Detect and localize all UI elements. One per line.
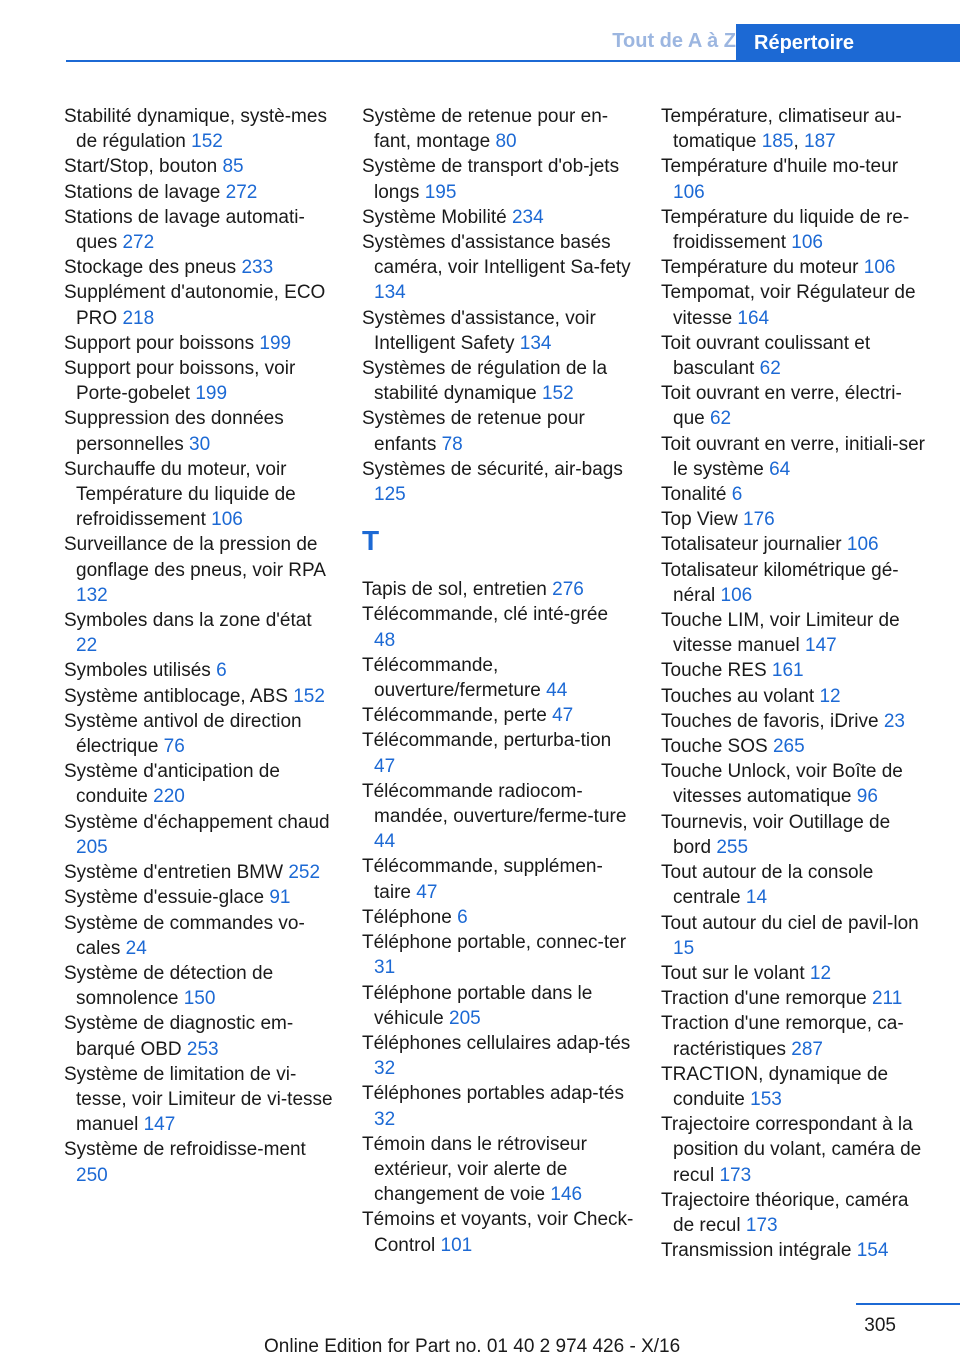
index-entry [661, 432, 933, 482]
page-separator: , [793, 131, 804, 153]
entry-text: Tout autour de la console centrale [661, 862, 874, 909]
page-link[interactable]: 91 [269, 887, 291, 909]
index-entry [64, 154, 336, 179]
entry-text: Stockage des pneus [64, 257, 242, 279]
page-link[interactable]: 47 [374, 755, 396, 777]
page-link[interactable]: 154 [856, 1240, 889, 1262]
entry-text: Système d'échappement chaud [64, 811, 330, 833]
page-link[interactable]: 85 [222, 156, 244, 178]
entry-text: Télécommande, supplémen-taire [362, 856, 603, 903]
entry-text: Stabilité dynamique, systè-mes de régulation [64, 106, 327, 153]
page-link[interactable]: 134 [374, 282, 406, 304]
page-link[interactable]: 233 [241, 257, 274, 279]
index-entry [362, 602, 634, 652]
index-entry [661, 255, 933, 280]
page-number: 305 [864, 1315, 896, 1336]
page-link[interactable]: 44 [374, 831, 396, 853]
page-link[interactable]: 14 [745, 887, 768, 909]
entry-text: Touche Unlock, voir Boîte de vitesses automatique [661, 761, 903, 808]
index-entry [362, 1132, 634, 1208]
index-entry [362, 356, 634, 406]
page-link[interactable]: 62 [709, 408, 732, 430]
entry-text: Supplément d'autonomie, ECO PRO [64, 282, 326, 329]
entry-text: Télécommande, perte [362, 705, 553, 727]
entry-text: Totalisateur kilométrique gé-néral [661, 559, 899, 606]
entry-text: Téléphone portable dans le véhicule [362, 982, 593, 1029]
index-entry [64, 684, 336, 709]
page-link[interactable]: 106 [720, 584, 753, 606]
entry-text: Téléphones cellulaires adap-tés [362, 1032, 631, 1054]
entry-text: Toit ouvrant en verre, électri-que [661, 383, 902, 430]
index-entry [362, 205, 634, 230]
page-link[interactable]: 106 [863, 257, 896, 279]
entry-text: Symboles dans la zone d'état [64, 610, 312, 632]
index-entry [64, 331, 336, 356]
page-link[interactable]: 255 [716, 836, 749, 858]
index-entry [362, 457, 634, 507]
entry-text: Système Mobilité [362, 206, 512, 228]
page-link[interactable]: 32 [374, 1058, 396, 1080]
entry-text: Touches au volant [661, 685, 820, 707]
entry-text: Toit ouvrant coulissant et basculant [661, 332, 871, 380]
entry-text: Système d'entretien BMW [64, 862, 289, 884]
footer-rule [856, 1303, 960, 1305]
index-entry [661, 1112, 933, 1188]
page-link[interactable]: 176 [743, 509, 775, 531]
page-link[interactable]: 48 [374, 629, 396, 651]
index-entry [661, 1188, 933, 1238]
index-entry [362, 779, 634, 855]
index-entry [362, 854, 634, 904]
page-link[interactable]: 106 [791, 232, 823, 254]
index-entry [362, 981, 634, 1031]
entry-text: Symboles utilisés [64, 660, 217, 682]
page-link[interactable]: 187 [804, 131, 836, 153]
index-entry [661, 1011, 933, 1061]
page-link[interactable]: 44 [546, 680, 568, 702]
index-entry [661, 759, 933, 809]
index-entry [64, 406, 336, 456]
entry-text: Totalisateur journalier [661, 534, 847, 556]
page-link[interactable]: 147 [143, 1114, 176, 1136]
page-link[interactable]: 205 [76, 836, 108, 858]
page-link[interactable]: 15 [673, 937, 695, 959]
entry-text: Système d'essuie-glace [64, 887, 270, 909]
page-link[interactable]: 12 [809, 962, 832, 984]
page-link[interactable]: 185 [761, 131, 794, 153]
entry-text: Système de transport d'ob-jets longs [362, 156, 620, 203]
page-link[interactable]: 23 [883, 710, 905, 732]
index-entry [362, 406, 634, 456]
page-link[interactable]: 96 [856, 786, 878, 808]
page-link[interactable]: 6 [457, 906, 468, 928]
index-entry [64, 180, 336, 205]
page-link[interactable]: 211 [871, 988, 903, 1010]
section-title: Tout de A à Z [612, 30, 736, 52]
page-link[interactable]: 134 [519, 332, 552, 354]
index-entry [64, 104, 336, 154]
index-column-1 [64, 104, 336, 1188]
entry-text: Systèmes d'assistance basés caméra, voir Intelligent Sa-fety [362, 232, 631, 279]
page-link[interactable]: 6 [731, 484, 743, 506]
entry-text: Tout autour du ciel de pavil-lon [661, 912, 919, 934]
page-link[interactable]: 80 [495, 131, 517, 153]
index-columns [64, 104, 932, 1274]
entry-text: Système de détection de somnolence [64, 962, 274, 1010]
index-entry [64, 709, 336, 759]
section-letter: T [362, 525, 380, 557]
entry-text: Traction d'une remorque [661, 988, 872, 1010]
index-entry [64, 810, 336, 860]
index-entry [661, 734, 933, 759]
page-link[interactable]: 31 [374, 957, 396, 979]
page-link[interactable]: 47 [552, 705, 574, 727]
index-entry [661, 608, 933, 658]
index-entry [362, 1031, 634, 1081]
page-link[interactable]: 106 [673, 181, 705, 203]
page-link[interactable]: 101 [440, 1234, 473, 1256]
page-link[interactable]: 78 [441, 433, 463, 455]
page-link[interactable]: 195 [424, 181, 457, 203]
page-link[interactable]: 199 [195, 383, 228, 405]
page-link[interactable]: 76 [163, 736, 185, 758]
page-link[interactable]: 22 [76, 635, 98, 657]
index-entry [661, 860, 933, 910]
index-entry [64, 457, 336, 533]
index-column-3 [661, 104, 933, 1263]
page-link[interactable]: 252 [288, 862, 321, 884]
entry-text: Système de diagnostic em-barqué OBD [64, 1013, 294, 1060]
index-entry [64, 356, 336, 406]
index-entry [362, 104, 634, 154]
page-link[interactable]: 152 [293, 685, 325, 707]
index-entry [661, 911, 933, 961]
entry-text: Systèmes de sécurité, air-bags [362, 458, 623, 480]
entry-text: Systèmes d'assistance, voir Intelligent Safety [362, 307, 596, 354]
page-link[interactable]: 6 [216, 660, 227, 682]
index-entry [661, 482, 933, 507]
index-entry [64, 205, 336, 255]
page-link[interactable]: 132 [76, 584, 108, 606]
page-link[interactable]: 106 [211, 509, 243, 531]
entry-text: Température d'huile mo-teur [661, 156, 899, 178]
page-link[interactable]: 220 [153, 786, 185, 808]
page-link[interactable]: 152 [541, 383, 574, 405]
entry-text: Système de refroidisse-ment [64, 1139, 306, 1161]
page-link[interactable]: 147 [805, 635, 837, 657]
page-link[interactable]: 218 [122, 307, 155, 329]
index-entry [64, 961, 336, 1011]
entry-text: Transmission intégrale [661, 1240, 857, 1262]
index-entry [64, 885, 336, 910]
index-entry [64, 860, 336, 885]
page-link[interactable]: 146 [550, 1184, 583, 1206]
index-entry [661, 280, 933, 330]
index-entry [661, 381, 933, 431]
index-entry [64, 1011, 336, 1061]
index-entry [64, 255, 336, 280]
index-entry [661, 558, 933, 608]
index-entry [64, 532, 336, 608]
page-header [0, 0, 960, 62]
entry-text: TRACTION, dynamique de conduite [661, 1063, 889, 1110]
entry-text: Surchauffe du moteur, voir Température du liquide de refroidissement [64, 458, 296, 531]
page-link[interactable]: 150 [183, 988, 216, 1010]
entry-text: Télécommande, clé inté-grée [362, 604, 609, 626]
index-entry [64, 280, 336, 330]
entry-text: Touches de favoris, iDrive [661, 710, 884, 732]
page-link[interactable]: 234 [511, 206, 544, 228]
index-entry [661, 709, 933, 734]
page-link[interactable]: 153 [750, 1088, 782, 1110]
index-entry [362, 930, 634, 980]
page-link[interactable]: 272 [225, 181, 258, 203]
index-entry [64, 911, 336, 961]
entry-text: Télécommande radiocom-mandée, ouverture/ferme-ture [362, 780, 627, 828]
entry-text: Télécommande, perturba-tion [362, 730, 612, 752]
entry-text: Système de commandes vo-cales [64, 912, 305, 959]
edition-note: Online Edition for Part no. 01 40 2 974 426 - X/16 [264, 1336, 681, 1357]
index-entry [64, 658, 336, 683]
page-link[interactable]: 173 [719, 1164, 752, 1186]
entry-text: Télécommande, ouverture/fermeture [362, 654, 547, 702]
entry-text: Température du moteur [661, 257, 864, 279]
entry-text: Température, climatiseur au-tomatique [661, 106, 902, 153]
index-entry [661, 986, 933, 1011]
entry-text: Touche SOS [661, 736, 773, 758]
entry-text: Système de limitation de vi-tesse, voir Limiteur de vi-tesse manuel [64, 1063, 333, 1136]
page-link[interactable]: 161 [771, 660, 804, 682]
index-entry [661, 658, 933, 683]
entry-text: Tonalité [661, 484, 732, 506]
entry-text: Tout sur le volant [661, 962, 810, 984]
entry-text: Téléphone [362, 906, 458, 928]
entry-text: Système antivol de direction électrique [64, 710, 302, 758]
index-entry [64, 608, 336, 658]
index-entry [661, 1062, 933, 1112]
index-entry [661, 331, 933, 381]
index-entry [362, 1081, 634, 1131]
index-column-2 [362, 104, 634, 1258]
index-entry [661, 507, 933, 532]
page-link[interactable]: 199 [259, 332, 292, 354]
index-entry [362, 728, 634, 778]
entry-text: Touche LIM, voir Limiteur de vitesse manuel [661, 610, 900, 657]
entry-text: Touche RES [661, 660, 772, 682]
entry-text: Téléphone portable, connec-ter [362, 932, 627, 954]
index-entry [661, 532, 933, 557]
entry-text: Tournevis, voir Outillage de bord [661, 811, 891, 858]
entry-text: Système antiblocage, ABS [64, 685, 294, 707]
index-entry [64, 759, 336, 809]
entry-text: Surveillance de la pression de gonflage des pneus, voir RPA [64, 534, 325, 581]
entry-text: Tapis de sol, entretien [362, 579, 553, 601]
index-entry [661, 1238, 933, 1263]
index-entry [362, 1207, 634, 1257]
entry-text: Trajectoire théorique, caméra de recul [661, 1189, 909, 1236]
page-link[interactable]: 62 [759, 358, 781, 380]
index-entry [362, 703, 634, 728]
page-link[interactable]: 164 [737, 307, 770, 329]
entry-text: Support pour boissons, voir Porte-gobelet [64, 358, 296, 405]
entry-text: Traction d'une remorque, ca-ractéristiques [661, 1013, 904, 1060]
entry-text: Téléphones portables adap-tés [362, 1083, 624, 1105]
index-entry [661, 154, 933, 204]
page-link[interactable]: 24 [125, 937, 147, 959]
page-link[interactable]: 287 [791, 1038, 823, 1060]
page-link[interactable]: 106 [846, 534, 879, 556]
index-entry [362, 653, 634, 703]
index-entry [362, 306, 634, 356]
entry-text: Support pour boissons [64, 332, 260, 354]
entry-text: Start/Stop, bouton [64, 156, 223, 178]
entry-text: Trajectoire correspondant à la position du volant, caméra de recul [661, 1114, 922, 1186]
entry-text: Systèmes de régulation de la stabilité dynamique [362, 358, 608, 405]
chapter-tab: Répertoire [736, 24, 960, 62]
entry-text: Stations de lavage [64, 181, 226, 203]
page-link[interactable]: 30 [189, 433, 211, 455]
index-entry [661, 104, 933, 154]
entry-text: Système de retenue pour en-fant, montage [362, 106, 609, 153]
entry-text: Témoin dans le rétroviseur extérieur, voir alerte de changement de voie [362, 1133, 587, 1206]
index-entry [661, 684, 933, 709]
entry-text: Top View [661, 509, 744, 531]
page-link[interactable]: 64 [769, 458, 791, 480]
index-entry [661, 961, 933, 986]
entry-text: Toit ouvrant en verre, initiali-ser le système [661, 433, 925, 480]
entry-text: Suppression des données personnelles [64, 408, 284, 455]
entry-text: Stations de lavage automati-ques [64, 206, 305, 254]
entry-text: Température du liquide de re-froidissement [661, 206, 910, 254]
index-entry [362, 905, 634, 930]
index-entry [362, 154, 634, 204]
page-link[interactable]: 272 [122, 232, 155, 254]
index-entry [64, 1137, 336, 1187]
page-link[interactable]: 276 [552, 579, 584, 601]
page-link[interactable]: 125 [374, 484, 406, 506]
index-entry [64, 1062, 336, 1138]
page-link[interactable]: 12 [819, 685, 841, 707]
page-link[interactable]: 32 [374, 1108, 396, 1130]
page-link[interactable]: 152 [191, 131, 223, 153]
page-link[interactable]: 205 [449, 1007, 481, 1029]
index-entry [661, 810, 933, 860]
header-rule [66, 60, 960, 62]
page-link[interactable]: 47 [416, 881, 438, 903]
index-entry [661, 205, 933, 255]
page-link[interactable]: 253 [186, 1038, 219, 1060]
index-entry [362, 577, 634, 602]
entry-text: Systèmes de retenue pour enfants [362, 408, 585, 455]
entry-text: Système d'anticipation de conduite [64, 761, 280, 808]
page-link[interactable]: 265 [772, 736, 805, 758]
entry-text: Tempomat, voir Régulateur de vitesse [661, 282, 916, 329]
index-entry [362, 230, 634, 306]
page-link[interactable]: 250 [76, 1164, 108, 1186]
page-link[interactable]: 173 [745, 1214, 778, 1236]
entry-text: Témoins et voyants, voir Check-Control [362, 1209, 634, 1256]
